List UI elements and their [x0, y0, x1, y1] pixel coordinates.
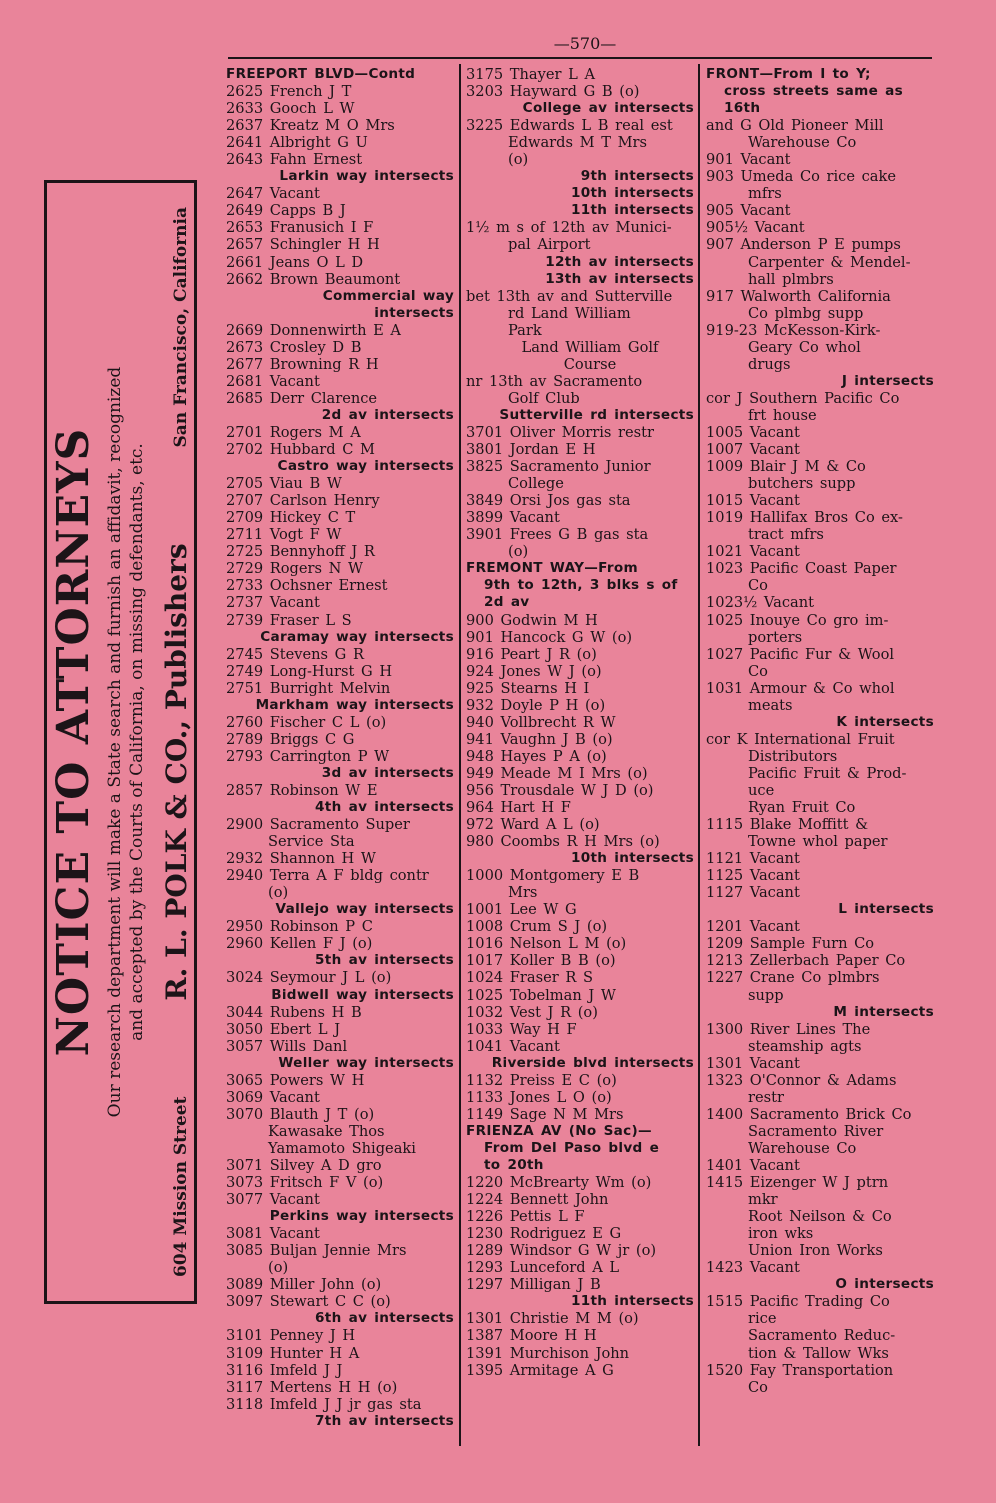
- directory-entry: 2725 Bennyhoff J R: [226, 543, 375, 561]
- directory-entry: 3071 Silvey A D gro: [226, 1157, 382, 1174]
- directory-entry: 2960 Kellen F J (o): [226, 935, 373, 953]
- directory-entry: 3801 Jordan E H: [466, 441, 596, 459]
- directory-entry: 1293 Lunceford A L: [466, 1259, 620, 1277]
- directory-entry: 3116 Imfeld J J: [226, 1361, 343, 1379]
- directory-entry: 905 Vacant: [706, 202, 791, 220]
- directory-entry: 956 Trousdale W J D (o): [466, 781, 654, 799]
- directory-entry: 924 Jones W J (o): [466, 662, 602, 680]
- directory-entry: 3117 Mertens H H (o): [226, 1378, 398, 1396]
- entry-continuation: Co plmbg supp: [748, 304, 864, 322]
- directory-entry: 3024 Seymour J L (o): [226, 969, 392, 987]
- street-heading-continuation: 9th to 12th, 3 blks s of: [484, 577, 678, 594]
- intersection-label: 2d av intersects: [321, 406, 454, 423]
- entry-continuation: hall plmbrs: [748, 270, 834, 288]
- directory-entry: 1209 Sample Furn Co: [706, 935, 875, 953]
- directory-entry: 2709 Hickey C T: [226, 509, 356, 527]
- directory-entry: 3901 Frees G B gas sta: [466, 526, 649, 544]
- intersection-label: Bidwell way intersects: [271, 986, 454, 1003]
- directory-entry: 1032 Vest J R (o): [466, 1003, 598, 1021]
- directory-entry: 2677 Browning R H: [226, 355, 379, 373]
- entry-continuation: Service Sta: [268, 833, 355, 851]
- directory-entry: 2729 Rogers N W: [226, 560, 364, 578]
- directory-entry: 2760 Fischer C L (o): [226, 713, 387, 731]
- directory-entry: 1001 Lee W G: [466, 901, 577, 919]
- directory-entry: 1000 Montgomery E B: [466, 867, 640, 885]
- directory-column-1: [226, 66, 454, 1430]
- directory-entry: 1025 Tobelman J W: [466, 986, 616, 1004]
- directory-entry: 1017 Koller B B (o): [466, 952, 616, 970]
- directory-entry: 1213 Zellerbach Paper Co: [706, 952, 906, 970]
- directory-entry: 917 Walworth California: [706, 287, 891, 305]
- directory-entry: 3057 Wills Danl: [226, 1037, 348, 1055]
- directory-entry: 2641 Albright G U: [226, 134, 368, 152]
- intersection-label: Commercial way: [322, 287, 454, 304]
- directory-entry: 901 Vacant: [706, 151, 791, 169]
- directory-entry: 1387 Moore H H: [466, 1327, 597, 1345]
- intersection-label: College av intersects: [522, 100, 694, 117]
- entry-continuation: Towne whol paper: [748, 833, 888, 851]
- intersection-label: Vallejo way intersects: [275, 901, 454, 918]
- entry-continuation: College: [508, 475, 564, 493]
- directory-entry: 1515 Pacific Trading Co: [706, 1293, 890, 1311]
- directory-entry: 1227 Crane Co plmbrs: [706, 969, 880, 987]
- directory-entry: 1023½ Vacant: [706, 594, 814, 612]
- directory-entry: 1415 Eizenger W J ptrn: [706, 1174, 889, 1192]
- directory-entry: nr 13th av Sacramento: [466, 372, 643, 390]
- entry-continuation: Co: [748, 577, 768, 595]
- street-heading-continuation: 16th: [724, 100, 761, 117]
- directory-entry: 907 Anderson P E pumps: [706, 236, 901, 254]
- directory-entry: 3175 Thayer L A: [466, 66, 595, 83]
- directory-entry: 2649 Capps B J: [226, 202, 346, 220]
- directory-entry: 919-23 McKesson-Kirk-: [706, 321, 881, 339]
- intersection-label: Riverside blvd intersects: [491, 1054, 694, 1071]
- entry-continuation: pal Airport: [508, 236, 591, 254]
- directory-entry: 2673 Crosley D B: [226, 338, 362, 356]
- entry-continuation: steamship agts: [748, 1037, 862, 1055]
- entry-continuation: Sacramento Reduc-: [748, 1327, 896, 1345]
- entry-continuation: mfrs: [748, 185, 782, 203]
- directory-entry: 949 Meade M I Mrs (o): [466, 764, 648, 782]
- directory-entry: 2662 Brown Beaumont: [226, 270, 401, 288]
- directory-entry: 1025 Inouye Co gro im-: [706, 611, 889, 629]
- directory-entry: 2737 Vacant: [226, 594, 320, 612]
- directory-entry: 2669 Donnenwirth E A: [226, 321, 401, 339]
- notice-footer: [159, 207, 192, 1277]
- directory-entry: 941 Vaughn J B (o): [466, 730, 613, 748]
- directory-entry: 3701 Oliver Morris restr: [466, 423, 654, 441]
- intersection-label: Perkins way intersects: [269, 1208, 454, 1225]
- directory-entry: 1021 Vacant: [706, 543, 800, 561]
- directory-entry: 3044 Rubens H B: [226, 1003, 362, 1021]
- entry-continuation: supp: [748, 986, 784, 1004]
- directory-entry: 1008 Crum S J (o): [466, 918, 608, 936]
- directory-entry: 2647 Vacant: [226, 185, 320, 203]
- directory-entry: 3070 Blauth J T (o): [226, 1105, 375, 1123]
- entry-continuation: tract mfrs: [748, 526, 824, 544]
- entry-continuation: Carpenter & Mendel-: [748, 253, 911, 271]
- page-number: —570—: [553, 34, 617, 53]
- notice-content: [47, 187, 192, 1297]
- column-divider: [698, 64, 700, 1446]
- notice-to-attorneys-box: [44, 180, 197, 1304]
- directory-entry: 2950 Robinson P C: [226, 918, 373, 936]
- directory-entry: 3069 Vacant: [226, 1088, 320, 1106]
- directory-entry: 2661 Jeans O L D: [226, 253, 364, 271]
- directory-entry: 1007 Vacant: [706, 441, 800, 459]
- intersection-label: 11th intersects: [570, 202, 694, 219]
- directory-entry: 1019 Hallifax Bros Co ex-: [706, 509, 903, 527]
- directory-entry: 1125 Vacant: [706, 867, 800, 885]
- directory-entry: 900 Godwin M H: [466, 611, 598, 629]
- directory-entry: 1401 Vacant: [706, 1157, 800, 1174]
- directory-entry: 2653 Franusich I F: [226, 219, 374, 237]
- notice-body-line-2: and accepted by the Courts of California, on missing defendants, etc.: [126, 443, 146, 1041]
- directory-entry: 2751 Burright Melvin: [226, 679, 391, 697]
- directory-entry: 3849 Orsi Jos gas sta: [466, 492, 631, 510]
- directory-entry: 1031 Armour & Co whol: [706, 679, 895, 697]
- directory-entry: 1201 Vacant: [706, 918, 800, 936]
- street-heading: FRONT—From I to Y;: [706, 66, 871, 82]
- entry-continuation: Yamamoto Shigeaki: [268, 1139, 416, 1157]
- column-divider: [459, 64, 461, 1446]
- entry-continuation: Course: [563, 355, 617, 373]
- directory-entry: 964 Hart H F: [466, 799, 571, 817]
- directory-entry: 1400 Sacramento Brick Co: [706, 1105, 912, 1123]
- entry-continuation: Distributors: [748, 747, 838, 765]
- directory-entry: 1127 Vacant: [706, 884, 800, 902]
- intersection-label: 10th intersects: [570, 850, 694, 867]
- intersection-label: M intersects: [833, 1003, 934, 1020]
- directory-entry: 3118 Imfeld J J jr gas sta: [226, 1395, 422, 1413]
- directory-entry: 972 Ward A L (o): [466, 816, 600, 834]
- entry-continuation: (o): [508, 151, 529, 169]
- entry-continuation: Co: [748, 662, 768, 680]
- directory-entry: 1027 Pacific Fur & Wool: [706, 645, 895, 663]
- intersection-label: Caramay way intersects: [260, 628, 454, 645]
- entry-continuation: (o): [268, 1259, 289, 1277]
- entry-continuation: uce: [748, 781, 775, 799]
- directory-entry: 1423 Vacant: [706, 1259, 800, 1277]
- entry-continuation: mkr: [748, 1191, 778, 1209]
- entry-continuation: Sacramento River: [748, 1122, 884, 1140]
- street-heading: FRIENZA AV (No Sac)—: [466, 1122, 652, 1139]
- directory-entry: 1300 River Lines The: [706, 1020, 871, 1038]
- directory-entry: 3101 Penney J H: [226, 1327, 356, 1345]
- directory-entry: 2932 Shannon H W: [226, 850, 376, 868]
- directory-entry: 1033 Way H F: [466, 1020, 577, 1038]
- intersection-label: Weller way intersects: [278, 1054, 454, 1071]
- directory-entry: 2857 Robinson W E: [226, 781, 378, 799]
- directory-entry: 2733 Ochsner Ernest: [226, 577, 388, 595]
- entry-continuation: meats: [748, 696, 793, 714]
- directory-entry: 2702 Hubbard C M: [226, 441, 375, 459]
- directory-entry: 2940 Terra A F bldg contr: [226, 867, 429, 885]
- directory-entry: 1220 McBrearty Wm (o): [466, 1174, 652, 1192]
- intersection-label: 10th intersects: [570, 185, 694, 202]
- directory-entry: 3225 Edwards L B real est: [466, 117, 673, 135]
- directory-entry: 1149 Sage N M Mrs: [466, 1105, 624, 1123]
- notice-body-line-1: Our research department will make a State search and furnish an affidavit, recognized: [104, 366, 124, 1118]
- directory-entry: 932 Doyle P H (o): [466, 696, 606, 714]
- directory-entry: 1133 Jones L O (o): [466, 1088, 612, 1106]
- intersection-label: 12th av intersects: [545, 253, 694, 270]
- entry-continuation: Co: [748, 1378, 768, 1396]
- directory-entry: 1132 Preiss E C (o): [466, 1071, 617, 1089]
- directory-entry: 1041 Vacant: [466, 1037, 560, 1055]
- intersection-label: Larkin way intersects: [279, 168, 454, 185]
- directory-entry: 1015 Vacant: [706, 492, 800, 510]
- entry-continuation: Golf Club: [508, 389, 580, 407]
- publisher-city: San Francisco, California: [170, 207, 190, 448]
- directory-entry: 3089 Miller John (o): [226, 1276, 382, 1294]
- directory-entry: 1023 Pacific Coast Paper: [706, 560, 897, 578]
- directory-entry: 2701 Rogers M A: [226, 423, 361, 441]
- directory-entry: 1024 Fraser R S: [466, 969, 593, 987]
- directory-entry: 1005 Vacant: [706, 423, 800, 441]
- directory-entry: 2793 Carrington P W: [226, 747, 390, 765]
- entry-continuation: butchers supp: [748, 475, 856, 493]
- directory-entry: 3825 Sacramento Junior: [466, 458, 651, 476]
- directory-entry: 2789 Briggs C G: [226, 730, 355, 748]
- directory-entry: 1323 O'Connor & Adams: [706, 1071, 897, 1089]
- directory-entry: 2625 French J T: [226, 83, 352, 101]
- entry-continuation: porters: [748, 628, 803, 646]
- directory-entry: 2633 Gooch L W: [226, 100, 355, 118]
- directory-entry: 940 Vollbrecht R W: [466, 713, 616, 731]
- directory-entry: 3065 Powers W H: [226, 1071, 365, 1089]
- street-heading-continuation: 2d av: [484, 594, 530, 611]
- entry-continuation: Park: [508, 321, 542, 339]
- entry-continuation: Geary Co whol: [748, 338, 861, 356]
- intersection-label: J intersects: [841, 372, 934, 389]
- directory-entry: cor J Southern Pacific Co: [706, 389, 900, 407]
- directory-entry: 2685 Derr Clarence: [226, 389, 378, 407]
- directory-entry: 1230 Rodriguez E G: [466, 1225, 622, 1243]
- top-rule: [228, 57, 932, 59]
- intersection-label: 13th av intersects: [545, 270, 694, 287]
- street-heading-continuation: cross streets same as: [724, 83, 904, 100]
- directory-entry: 3097 Stewart C C (o): [226, 1293, 391, 1311]
- directory-entry: 948 Hayes P A (o): [466, 747, 607, 765]
- intersection-label: L intersects: [838, 901, 934, 918]
- directory-entry: 2745 Stevens G R: [226, 645, 364, 663]
- publisher-name: R. L. POLK & CO., Publishers: [159, 543, 192, 1001]
- directory-entry: and G Old Pioneer Mill: [706, 117, 884, 135]
- entry-continuation: Ryan Fruit Co: [748, 799, 856, 817]
- directory-entry: 2900 Sacramento Super: [226, 816, 410, 834]
- directory-entry: 3081 Vacant: [226, 1225, 320, 1243]
- directory-entry: 2681 Vacant: [226, 372, 320, 390]
- entry-continuation: frt house: [748, 406, 817, 424]
- entry-continuation: Mrs: [508, 884, 538, 902]
- directory-entry: 3899 Vacant: [466, 509, 560, 527]
- directory-entry: 2707 Carlson Henry: [226, 492, 380, 510]
- intersection-label: 6th av intersects: [315, 1310, 454, 1327]
- publisher-address: 604 Mission Street: [170, 1096, 190, 1277]
- directory-entry: 925 Stearns H I: [466, 679, 590, 697]
- directory-entry: 903 Umeda Co rice cake: [706, 168, 896, 186]
- intersection-label: 7th av intersects: [315, 1412, 454, 1429]
- street-heading: FREEPORT BLVD—Contd: [226, 66, 416, 82]
- entry-continuation: drugs: [748, 355, 791, 373]
- directory-entry: 3203 Hayward G B (o): [466, 83, 640, 101]
- entry-continuation: (o): [508, 543, 529, 561]
- entry-continuation: iron wks: [748, 1225, 814, 1243]
- entry-continuation: Pacific Fruit & Prod-: [748, 764, 907, 782]
- intersection-label: 3d av intersects: [321, 764, 454, 781]
- directory-entry: 3077 Vacant: [226, 1191, 320, 1209]
- street-heading: FREMONT WAY—From: [466, 560, 638, 577]
- entry-continuation: (o): [268, 884, 289, 902]
- directory-entry: 1½ m s of 12th av Munici-: [466, 219, 672, 237]
- directory-column-2: [466, 66, 694, 1379]
- directory-entry: 2739 Fraser L S: [226, 611, 352, 629]
- street-heading-continuation: to 20th: [484, 1157, 544, 1173]
- directory-entry: 1224 Bennett John: [466, 1191, 609, 1209]
- directory-entry: 1297 Milligan J B: [466, 1276, 601, 1294]
- directory-entry: 1289 Windsor G W jr (o): [466, 1242, 657, 1260]
- intersection-label: intersects: [374, 304, 454, 321]
- directory-column-3: [706, 66, 934, 1396]
- entry-continuation: rice: [748, 1310, 777, 1328]
- notice-title: NOTICE TO ATTORNEYS: [47, 427, 98, 1057]
- directory-entry: 901 Hancock G W (o): [466, 628, 633, 646]
- entry-continuation: Land William Golf: [521, 338, 659, 356]
- directory-entry: 916 Peart J R (o): [466, 645, 597, 663]
- entry-continuation: restr: [748, 1088, 784, 1106]
- entry-continuation: Warehouse Co: [748, 1139, 857, 1157]
- directory-entry: 980 Coombs R H Mrs (o): [466, 833, 660, 851]
- directory-entry: 2705 Viau B W: [226, 475, 342, 493]
- entry-continuation: Union Iron Works: [748, 1242, 883, 1260]
- directory-entry: 2657 Schingler H H: [226, 236, 380, 254]
- directory-entry: 1226 Pettis L F: [466, 1208, 585, 1226]
- directory-entry: 3050 Ebert L J: [226, 1020, 341, 1038]
- entry-continuation: Edwards M T Mrs: [508, 134, 647, 152]
- directory-entry: 2749 Long-Hurst G H: [226, 662, 393, 680]
- intersection-label: Sutterville rd intersects: [499, 406, 694, 423]
- intersection-label: 5th av intersects: [315, 952, 454, 969]
- directory-entry: 1121 Vacant: [706, 850, 800, 868]
- directory-entry: 1009 Blair J M & Co: [706, 458, 866, 476]
- intersection-label: Markham way intersects: [255, 696, 454, 713]
- directory-entry: 1301 Vacant: [706, 1054, 800, 1072]
- entry-continuation: Kawasake Thos: [268, 1122, 385, 1140]
- directory-entry: 1395 Armitage A G: [466, 1361, 614, 1379]
- directory-entry: 2637 Kreatz M O Mrs: [226, 117, 395, 135]
- directory-entry: 1391 Murchison John: [466, 1344, 630, 1362]
- directory-entry: 1520 Fay Transportation: [706, 1361, 894, 1379]
- directory-entry: 2711 Vogt F W: [226, 526, 342, 544]
- directory-entry: 1301 Christie M M (o): [466, 1310, 639, 1328]
- directory-entry: 905½ Vacant: [706, 219, 805, 237]
- entry-continuation: Warehouse Co: [748, 134, 857, 152]
- directory-entry: 3073 Fritsch F V (o): [226, 1174, 384, 1192]
- entry-continuation: rd Land William: [508, 304, 631, 322]
- intersection-label: O intersects: [835, 1276, 934, 1293]
- directory-entry: cor K International Fruit: [706, 730, 895, 748]
- entry-continuation: tion & Tallow Wks: [748, 1344, 889, 1362]
- directory-entry: bet 13th av and Sutterville: [466, 287, 673, 305]
- intersection-label: Castro way intersects: [277, 458, 454, 475]
- directory-entry: 3085 Buljan Jennie Mrs: [226, 1242, 407, 1260]
- directory-entry: 1016 Nelson L M (o): [466, 935, 627, 953]
- intersection-label: 11th intersects: [570, 1293, 694, 1310]
- intersection-label: 4th av intersects: [315, 799, 454, 816]
- street-heading-continuation: From Del Paso blvd e: [484, 1139, 660, 1156]
- entry-continuation: Root Neilson & Co: [748, 1208, 892, 1226]
- directory-entry: 3109 Hunter H A: [226, 1344, 360, 1362]
- intersection-label: 9th intersects: [580, 168, 694, 185]
- directory-entry: 1115 Blake Moffitt &: [706, 816, 869, 834]
- intersection-label: K intersects: [836, 713, 934, 730]
- directory-entry: 2643 Fahn Ernest: [226, 151, 363, 169]
